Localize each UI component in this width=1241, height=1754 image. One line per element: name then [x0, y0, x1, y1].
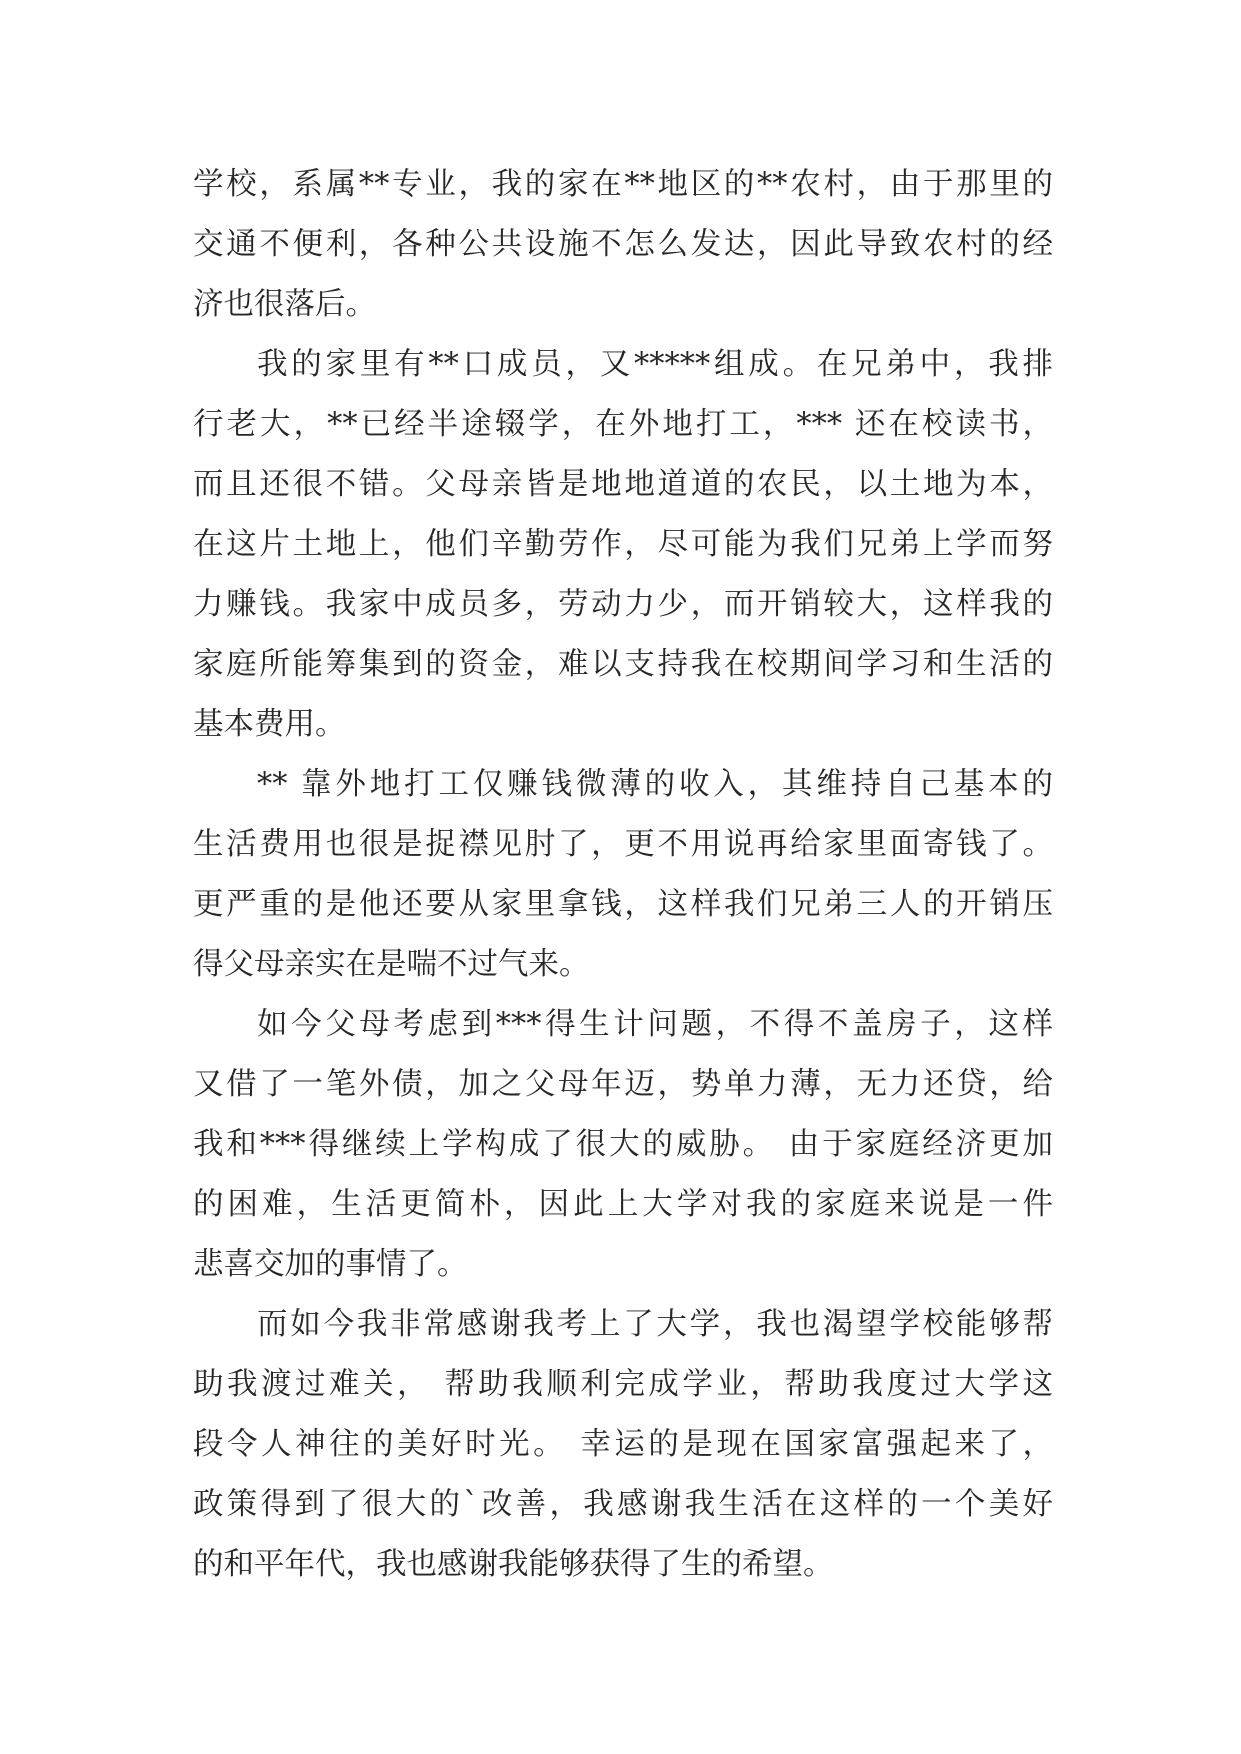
text-line: 行老大，**已经半途辍学，在外地打工，*** 还在校读书，: [193, 407, 1053, 442]
text-line: 又借了一笔外债，加之父母年迈，势单力薄，无力还贷，给: [193, 1067, 1053, 1102]
text-line: 济也很落后。: [193, 287, 376, 322]
text-line: 家庭所能筹集到的资金，难以支持我在校期间学习和生活的: [193, 647, 1053, 682]
text-line: 学校，系属**专业，我的家在**地区的**农村，由于那里的: [193, 167, 1053, 202]
text-line: 而且还很不错。父母亲皆是地地道道的农民，以土地为本，: [193, 467, 1053, 502]
text-line: 在这片土地上，他们辛勤劳作，尽可能为我们兄弟上学而努: [193, 527, 1053, 562]
text-line: 生活费用也很是捉襟见肘了，更不用说再给家里面寄钱了。: [193, 827, 1053, 862]
text-line: 助我渡过难关， 帮助我顺利完成学业，帮助我度过大学这: [193, 1367, 1053, 1402]
text-line: 如今父母考虑到***得生计问题，不得不盖房子，这样: [257, 1007, 1053, 1042]
text-line: 交通不便利，各种公共设施不怎么发达，因此导致农村的经: [193, 227, 1053, 262]
text-line: 段令人神往的美好时光。 幸运的是现在国家富强起来了，: [193, 1427, 1053, 1462]
text-line: 我和***得继续上学构成了很大的威胁。 由于家庭经济更加: [193, 1127, 1053, 1162]
text-line: 力赚钱。我家中成员多，劳动力少，而开销较大，这样我的: [193, 587, 1053, 622]
text-line: 基本费用。: [193, 707, 346, 742]
text-line: 得父母亲实在是喘不过气来。: [193, 947, 590, 982]
text-line: 我的家里有**口成员，又*****组成。在兄弟中，我排: [257, 347, 1053, 382]
text-line: 的和平年代，我也感谢我能够获得了生的希望。: [193, 1547, 834, 1582]
text-line: 悲喜交加的事情了。: [193, 1247, 468, 1282]
text-line: 的困难，生活更简朴，因此上大学对我的家庭来说是一件: [193, 1187, 1053, 1222]
body-text: [193, 155, 1053, 1595]
text-line: ** 靠外地打工仅赚钱微薄的收入，其维持自己基本的: [257, 767, 1053, 802]
text-line: 更严重的是他还要从家里拿钱，这样我们兄弟三人的开销压: [193, 887, 1053, 922]
text-line: 政策得到了很大的`改善，我感谢我生活在这样的一个美好: [193, 1487, 1053, 1522]
text-line: 而如今我非常感谢我考上了大学，我也渴望学校能够帮: [257, 1307, 1053, 1342]
